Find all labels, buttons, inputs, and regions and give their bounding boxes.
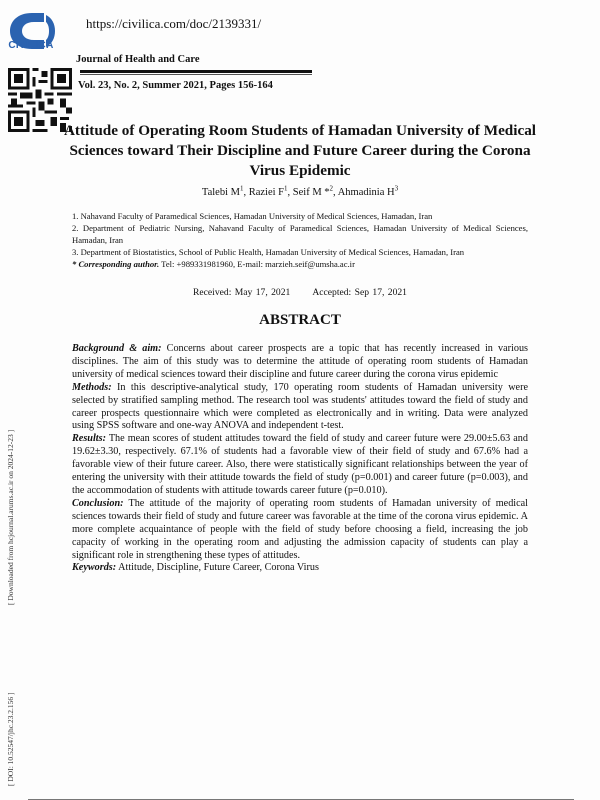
abstract-results: Results: The mean scores of student attitudes toward the field of study and career future were 29.00±5.63 and 19.62±3.30, respectively. 67.1% of students had a favorable view of their field of study and 67.6% had a favorable view of their future career. Also, there were statistically significant relationships between the year of entering the university with their attitude towards the field of study (p=0.001) and career future (p=0.003), and the accommodation of students with attitude towards career future (p=0.010).: [72, 433, 528, 496]
header-rule-thin: [80, 74, 312, 75]
download-note: [ Downloaded from hcjournal.arums.ac.ir on 2024-12-23 ]: [6, 429, 15, 605]
abstract-keywords: Keywords: Attitude, Discipline, Future Career, Corona Virus: [72, 562, 319, 574]
journal-name: Journal of Health and Care: [76, 54, 200, 65]
author: Talebi $M^1$,: [201, 184, 249, 198]
abstract-conclusion: Conclusion: The attitude of the majority of operating room students of Hamadan university of medical sciences towards their field of study and future career was favorable at the time of the corona virus epidemic. A more complete acquaintance of people with the field of study before choosing a field, increasing the job capacity of working in the operating room and adjusting the admission capacity of students can play a significant role in strengthening these types of attitudes.: [72, 497, 528, 561]
abstract-heading: ABSTRACT: [259, 312, 341, 328]
header-rule: [80, 70, 312, 73]
document-url-link[interactable]: https://civilica.com/doc/2139331/: [86, 16, 262, 31]
affiliation: 1. Nahavand Faculty of Paramedical Sciences, Hamadan University of Medical Sciences, Hamadan, Iran: [72, 211, 433, 221]
affiliation: 2. Department of Pediatric Nursing, Nahavand Faculty of Paramedical Sciences, Hamadan University of Medical Sciences, Hamadan, Iran: [72, 223, 528, 245]
abstract-background: Background & aim: Concerns about career prospects are a topic that has recently increased in various disciplines. The aim of this study was to determine the attitude of operating room students of Hamadan university of medical sciences toward their discipline and future career during the corona virus epidemic: [72, 343, 529, 380]
author: Raziei $F^1$,: [248, 184, 293, 198]
received-date: Received: May 17, 2021: [193, 287, 291, 298]
affiliation: 3. Department of Biostatistics, School of Public Health, Hamadan University of Medical Sciences, Hamadan, Iran: [72, 247, 465, 257]
corresponding-author: [72, 258, 528, 270]
volume-info: Vol. 23, No. 2, Summer 2021, Pages 156-164: [78, 80, 273, 91]
logo-text: CIVILICA: [8, 40, 54, 51]
author: Seif M *$^2$,: [292, 184, 338, 198]
author-list: [60, 184, 540, 198]
author: Ahmadinia $H^3$: [337, 184, 399, 198]
article-dates: [60, 287, 540, 298]
doi-note: [ DOI: 10.52547/jhc.23.2.156 ]: [6, 692, 15, 786]
abstract-methods: Methods: In this descriptive-analytical study, 170 operating room students of Hamadan university were selected by stratified sampling method. The research tool was students' attitudes toward the field of study and career prospects questionnaire which were completed as electronically and in writing. Data were analyzed using SPSS software and one-way ANOVA and independent t-test.: [72, 381, 528, 432]
corresponding-label: * Corresponding author.: [72, 259, 160, 269]
corresponding-contact: Tel: +989331981960, E-mail: marzieh.seif@umsha.ac.ir: [159, 259, 355, 269]
affiliations: [72, 210, 528, 270]
abstract-body: [72, 343, 528, 575]
article-title: Attitude of Operating Room Students of Hamadan University of Medical Sciences toward Their Discipline and Future Career during the Corona Virus Epidemic: [63, 122, 537, 179]
accepted-date: Accepted: Sep 17, 2021: [312, 287, 407, 298]
